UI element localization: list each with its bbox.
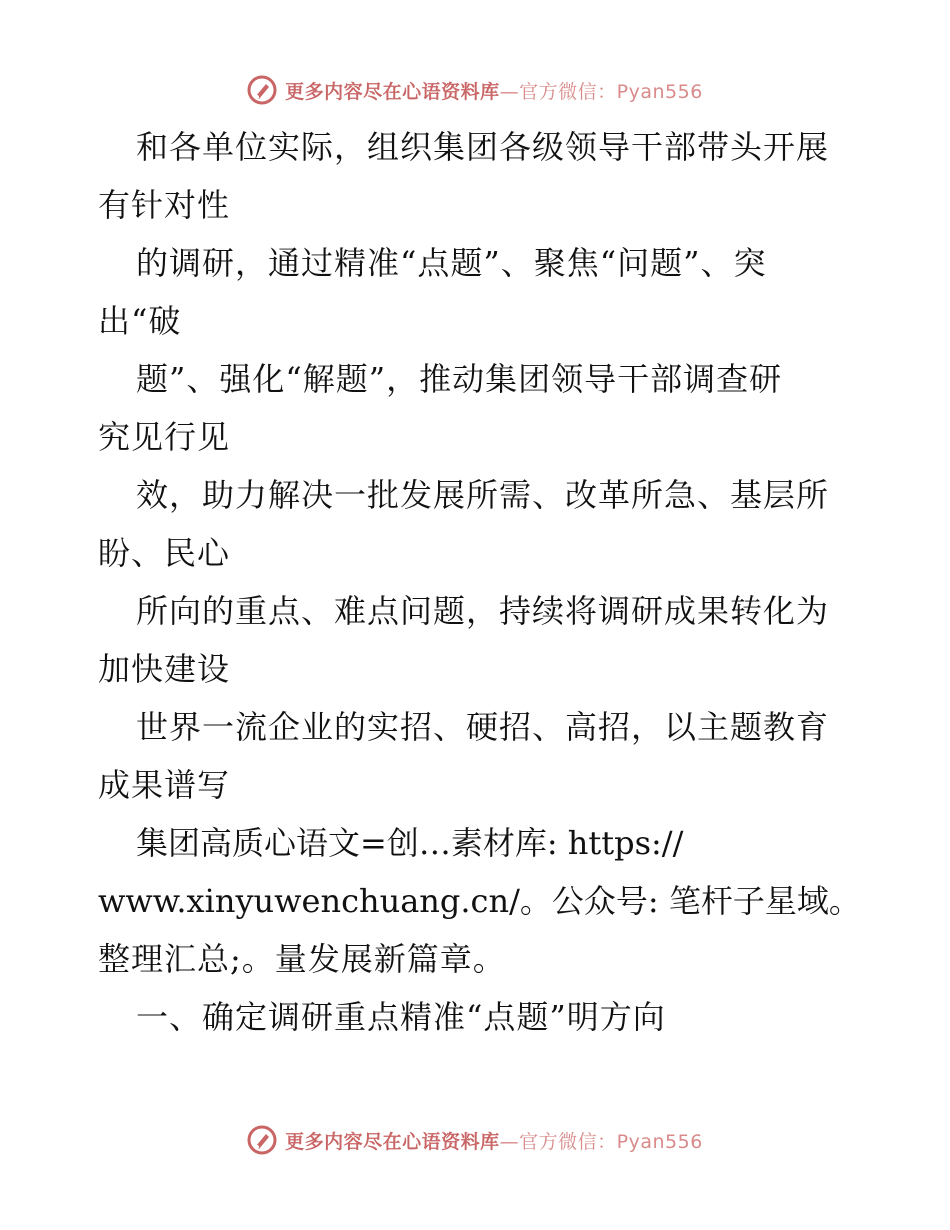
text-line: 整理汇总;。量发展新篇章。 bbox=[98, 940, 506, 978]
text-line: 所向的重点、难点问题，持续将调研成果转化为 bbox=[136, 592, 830, 630]
text-line: 世界一流企业的实招、硬招、高招，以主题教育 bbox=[136, 708, 830, 746]
text-line: www.xinyuwenchuang.cn/。公众号: 笔杆子星域。 bbox=[98, 882, 861, 920]
pen-logo-icon bbox=[247, 75, 277, 105]
text-line: 题”、强化“解题”，推动集团领导干部调查研 bbox=[136, 360, 783, 398]
pen-logo-icon bbox=[247, 1125, 277, 1155]
text-line: 的调研，通过精准“点题”、聚焦“问题”、突 bbox=[136, 244, 767, 282]
watermark-tail: 官方微信：Pyan556 bbox=[519, 80, 703, 103]
watermark-separator: — bbox=[499, 1130, 520, 1153]
footer-watermark bbox=[0, 1120, 950, 1160]
text-line: 有针对性 bbox=[98, 186, 231, 224]
document-body bbox=[98, 118, 861, 1046]
text-line: 加快建设 bbox=[98, 650, 231, 688]
watermark-brand: 更多内容尽在心语资料库 bbox=[285, 1130, 500, 1153]
text-line: 究见行见 bbox=[98, 418, 231, 456]
watermark-tail: 官方微信：Pyan556 bbox=[519, 1130, 703, 1153]
text-line: 效，助力解决一批发展所需、改革所急、基层所 bbox=[136, 476, 830, 514]
text-line: 和各单位实际，组织集团各级领导干部带头开展 bbox=[136, 128, 830, 166]
watermark-text bbox=[285, 1127, 703, 1154]
watermark-text bbox=[285, 77, 703, 104]
text-line: 集团高质心语文=创…素材库: https:// bbox=[136, 824, 684, 862]
text-line: 出“破 bbox=[98, 302, 182, 340]
header-watermark bbox=[0, 70, 950, 110]
watermark-separator: — bbox=[499, 80, 520, 103]
watermark-brand: 更多内容尽在心语资料库 bbox=[285, 80, 500, 103]
text-line: 成果谱写 bbox=[98, 766, 231, 804]
section-heading: 一、确定调研重点精准“点题”明方向 bbox=[136, 998, 666, 1036]
text-line: 盼、民心 bbox=[98, 534, 231, 572]
